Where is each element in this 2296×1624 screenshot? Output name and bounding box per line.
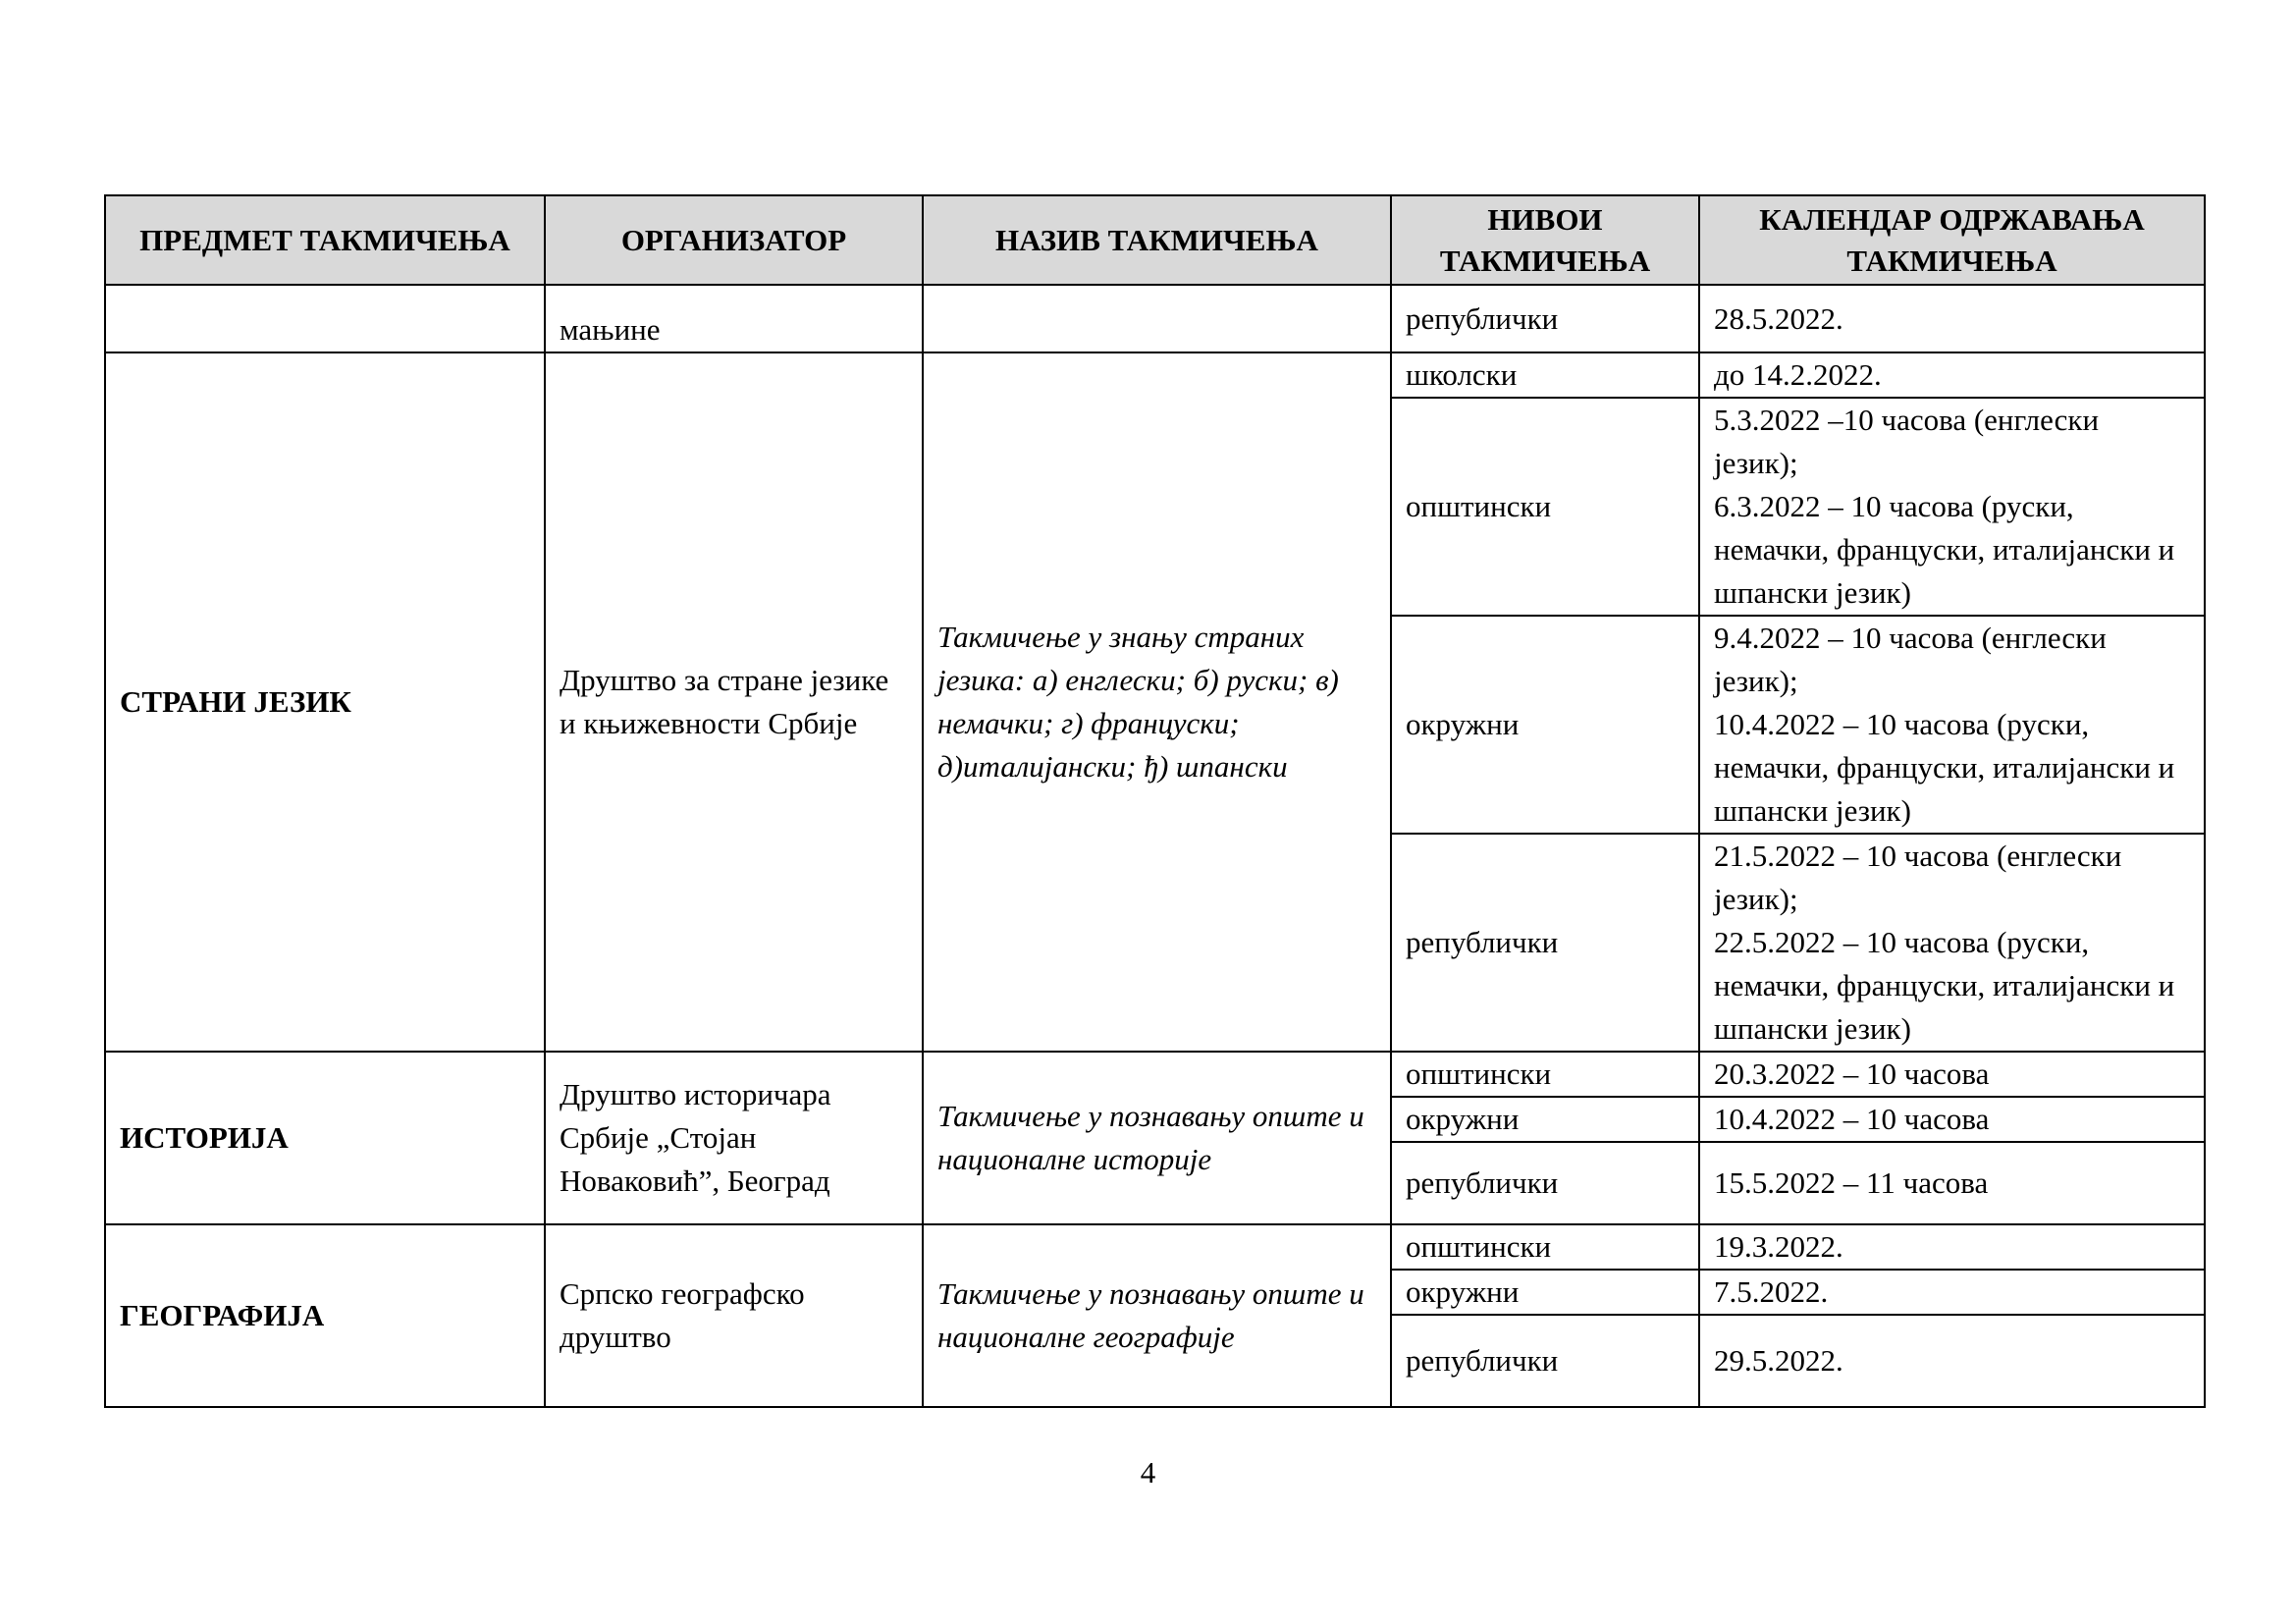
title-cell bbox=[923, 285, 1391, 352]
header-competition-name: НАЗИВ ТАКМИЧЕЊА bbox=[923, 195, 1391, 285]
organizer-cell: Српско географско друштво bbox=[545, 1224, 923, 1407]
date-cell: 29.5.2022. bbox=[1699, 1315, 2205, 1407]
table-header-row bbox=[105, 195, 2205, 285]
level-cell: окружни bbox=[1391, 1270, 1699, 1315]
date-cell bbox=[1699, 398, 2205, 616]
level-cell: републички bbox=[1391, 1142, 1699, 1224]
level-cell: републички bbox=[1391, 834, 1699, 1052]
date-line: 22.5.2022 – 10 часова (руски, немачки, француски, италијански и шпански језик) bbox=[1714, 925, 2175, 1046]
page-number: 4 bbox=[1140, 1455, 1156, 1489]
subject-cell bbox=[105, 285, 545, 352]
table-row bbox=[105, 285, 2205, 352]
competitions-table bbox=[104, 194, 2206, 1408]
date-cell bbox=[1699, 616, 2205, 834]
date-cell: 7.5.2022. bbox=[1699, 1270, 2205, 1315]
header-organizer: ОРГАНИЗАТОР bbox=[545, 195, 923, 285]
level-cell: републички bbox=[1391, 285, 1699, 352]
level-cell: школски bbox=[1391, 352, 1699, 398]
date-line: 6.3.2022 – 10 часова (руски, немачки, француски, италијански и шпански језик) bbox=[1714, 489, 2175, 610]
title-cell: Такмичење у знању страних језика: а) енглески; б) руски; в) немачки; г) француски; д)италијански; ђ) шпански bbox=[923, 352, 1391, 1052]
date-cell: 20.3.2022 – 10 часова bbox=[1699, 1052, 2205, 1097]
title-cell: Такмичење у познавању опште и националне географије bbox=[923, 1224, 1391, 1407]
level-cell: општински bbox=[1391, 1052, 1699, 1097]
organizer-cell: мањине bbox=[545, 285, 923, 352]
date-cell bbox=[1699, 834, 2205, 1052]
header-calendar: КАЛЕНДАР ОДРЖАВАЊА ТАКМИЧЕЊА bbox=[1699, 195, 2205, 285]
header-subject: ПРЕДМЕТ ТАКМИЧЕЊА bbox=[105, 195, 545, 285]
level-cell: општински bbox=[1391, 1224, 1699, 1270]
header-levels: НИВОИ ТАКМИЧЕЊА bbox=[1391, 195, 1699, 285]
table-row bbox=[105, 1224, 2205, 1270]
table-row bbox=[105, 352, 2205, 398]
title-cell: Такмичење у познавању опште и националне историје bbox=[923, 1052, 1391, 1224]
date-line: 5.3.2022 –10 часова (енглески језик); bbox=[1714, 403, 2100, 480]
date-cell: 28.5.2022. bbox=[1699, 285, 2205, 352]
date-cell: 10.4.2022 – 10 часова bbox=[1699, 1097, 2205, 1142]
subject-cell: ГЕОГРАФИЈА bbox=[105, 1224, 545, 1407]
date-line: 9.4.2022 – 10 часова (енглески језик); bbox=[1714, 621, 2107, 698]
level-cell: окружни bbox=[1391, 616, 1699, 834]
table-row bbox=[105, 1052, 2205, 1097]
date-line: 21.5.2022 – 10 часова (енглески језик); bbox=[1714, 839, 2122, 916]
subject-cell: СТРАНИ ЈЕЗИК bbox=[105, 352, 545, 1052]
date-line: 10.4.2022 – 10 часова (руски, немачки, француски, италијански и шпански језик) bbox=[1714, 707, 2175, 828]
subject-cell: ИСТОРИЈА bbox=[105, 1052, 545, 1224]
date-cell: 15.5.2022 – 11 часова bbox=[1699, 1142, 2205, 1224]
organizer-cell: Друштво за стране језике и књижевности Србије bbox=[545, 352, 923, 1052]
level-cell: окружни bbox=[1391, 1097, 1699, 1142]
level-cell: републички bbox=[1391, 1315, 1699, 1407]
level-cell: општински bbox=[1391, 398, 1699, 616]
date-cell: до 14.2.2022. bbox=[1699, 352, 2205, 398]
organizer-cell: Друштво историчара Србије „Стојан Новаковић”, Београд bbox=[545, 1052, 923, 1224]
date-cell: 19.3.2022. bbox=[1699, 1224, 2205, 1270]
